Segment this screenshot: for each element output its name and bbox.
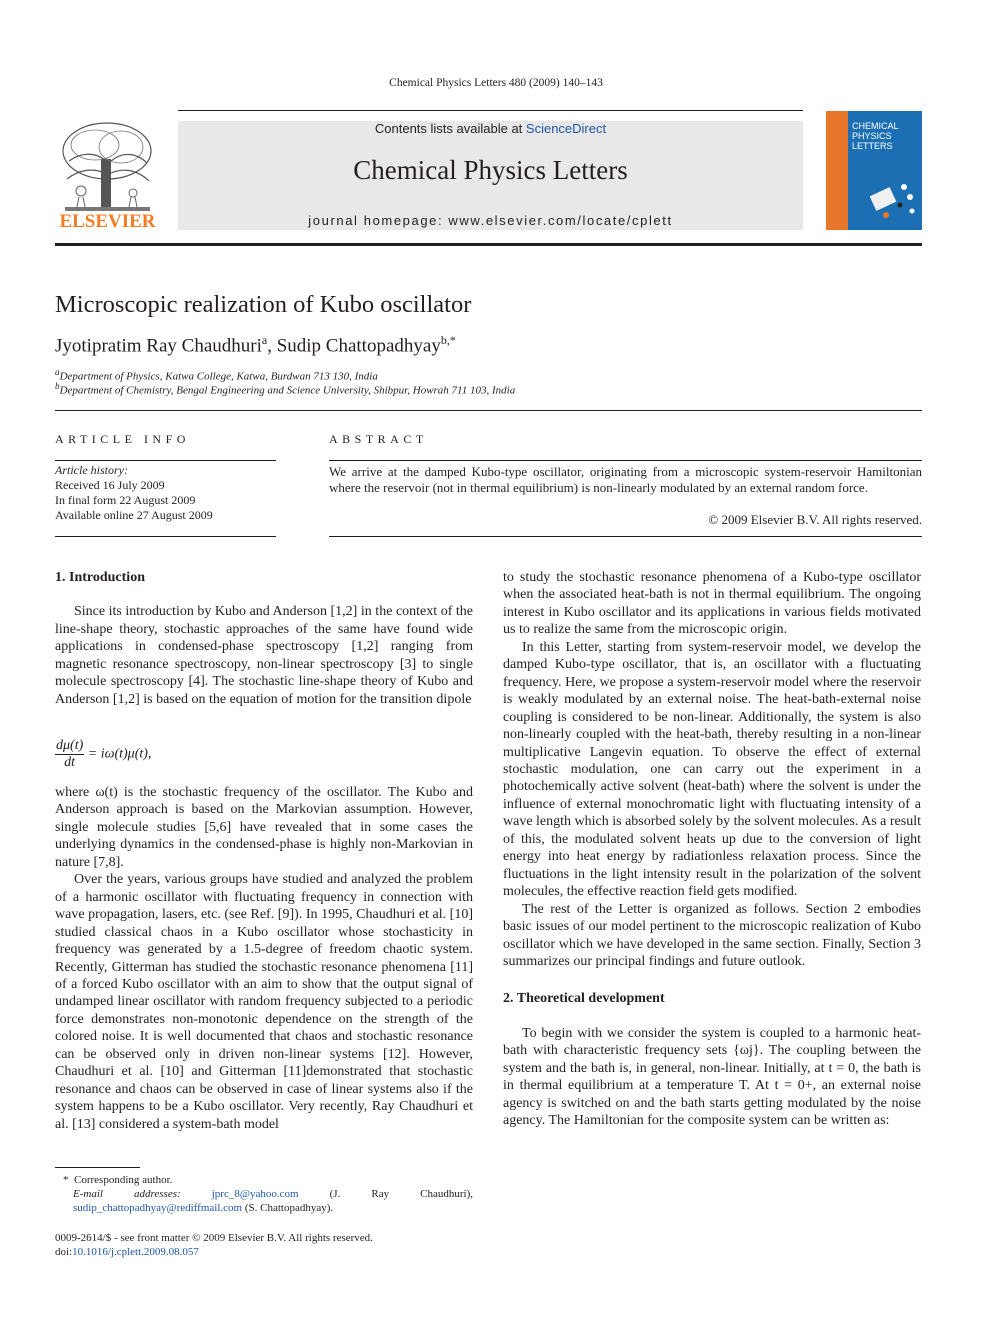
- email-owner: (S. Chattopadhyay).: [244, 1202, 334, 1214]
- online-date: Available online 27 August 2009: [55, 508, 213, 522]
- footnote-mark: *: [63, 1174, 69, 1186]
- divider: [329, 460, 922, 461]
- paragraph: where ω(t) is the stochastic frequency of the oscillator. The Kubo and Anderson approach is based on the Markovian assumption. However, single molecule studies [5,6] have revealed that in some cases the underlying dynamics in the condensed-phase is highly non-Markovian in nature [7,8].: [55, 785, 473, 870]
- paragraph: Since its introduction by Kubo and Anderson [1,2] in the context of the line-shape theory, stochastic approaches of the same have found wide applications in condensed-phase spectroscopy [1,2] ranging from magnetic resonance spectroscopy, non-linear spectroscopy [3] to single molecule spectroscopy [4]. The stochastic line-shape theory of Kubo and Anderson [1,2] is based on the equation of motion for the transition dipole: [55, 604, 473, 707]
- molecule-icon: [866, 173, 920, 227]
- divider: [55, 536, 276, 537]
- sciencedirect-link[interactable]: ScienceDirect: [525, 121, 607, 136]
- divider: [55, 410, 922, 411]
- abstract-text: We arrive at the damped Kubo-type oscillator, originating from a microscopic system-reservoir Hamiltonian where the reservoir (not in thermal equilibrium) is non-linearly modulated by an external random force.: [329, 464, 922, 495]
- affiliation-text: Department of Physics, Katwa College, Katwa, Burdwan 713 130, India: [59, 370, 378, 383]
- affiliation-mark: b: [55, 381, 60, 391]
- affiliation-mark: a: [55, 367, 60, 377]
- author-name: Jyotipratim Ray Chaudhuri: [55, 335, 262, 357]
- email-link[interactable]: sudip_chattopadhyay@rediffmail.com: [73, 1202, 243, 1214]
- contents-line: [178, 121, 803, 136]
- paragraph: The rest of the Letter is organized as follows. Section 2 embodies basic issues of our model pertinent to the microscopic realization of Kubo oscillator which we have developed in the same section. Finally, Section 3 summarizes our principal findings and future outlook.: [503, 901, 921, 969]
- author-separator: ,: [267, 335, 277, 357]
- footnote: [55, 1173, 473, 1215]
- journal-homepage[interactable]: journal homepage: www.elsevier.com/locate/cplett: [308, 213, 673, 228]
- journal-name: Chemical Physics Letters: [353, 155, 628, 185]
- affiliation-mark: a: [261, 333, 268, 347]
- article-title: Microscopic realization of Kubo oscillator: [55, 291, 472, 318]
- footnote-emails: [55, 1187, 473, 1215]
- publisher-name: ELSEVIER: [59, 211, 156, 232]
- section-heading: 2. Theoretical development: [503, 991, 665, 1007]
- abstract-copyright: © 2009 Elsevier B.V. All rights reserved.: [708, 512, 922, 527]
- doi-label: doi:: [55, 1246, 73, 1258]
- doi-line: [55, 1245, 199, 1259]
- paragraph: In this Letter, starting from system-reservoir model, we develop the damped Kubo-type oscillator, that is, an oscillator with a fluctuating frequency. Here, we propose a system-reservoir model where the reservoir is weakly modulated by an external noise. The heat-bath-external noise coupling is considered to be non-linear. Additionally, the system is also non-linearly coupled with the heat-bath, thereby resulting in a non-linear multiplicative Langevin equation. To observe the effect of external stochastic modulation, one can carry out the experiment in a photochemically active solvent (heat-bath) where the solvent is under the influence of external monochromatic light with fluctuating intensity of a wave length which is absorbed solely by the solvent molecules. As a result of this, the modulated solvent heats up due to the conversion of light energy into heat energy by radiationless relaxation process. Since the fluctuations in the light intensity result in the polarization of the solvent molecules, the effective reaction field gets modified.: [503, 639, 921, 900]
- journal-citation: Chemical Physics Letters 480 (2009) 140–143: [389, 77, 603, 89]
- article-info-heading: ARTICLE INFO: [55, 432, 190, 446]
- affiliation-mark: b,*: [440, 333, 456, 347]
- email-owner: (J. Ray Chaudhuri),: [329, 1188, 474, 1200]
- email-label: E-mail addresses:: [73, 1188, 181, 1200]
- header-rule-top: [178, 110, 803, 111]
- cover-title: [852, 121, 899, 151]
- footnote-corresponding: [55, 1173, 473, 1187]
- paragraph: To begin with we consider the system is coupled to a harmonic heat-bath with characteristic frequency sets {ωj}. The coupling between the system and the bath is, in general, non-linear. Initially, at t = 0, the bath is in thermal equilibrium at a temperature T. At t = 0+, an external noise agency is switched on and the bath starts getting modulated by the noise agency. The Hamiltonian for the composite system can be written as:: [503, 1025, 921, 1129]
- paragraph: Over the years, various groups have studied and analyzed the problem of a harmonic oscillator with fluctuating frequency in connection with wave propagation, lasers, etc. (see Ref. [9]). In 1995, Chaudhuri et al. [10] studied classical chaos in a Kubo oscillator whose stochasticity in frequency was generated by a 1.5-degree of freedom chaotic system. Recently, Gitterman has studied the stochastic resonance phenomena [11] of a forced Kubo oscillator with an aim to show that the output signal of undamped linear oscillator with random frequency subjected to a periodic force demonstrates non-monotonic dependence on the strength of the colored noise. It is well documented that chaos and stochastic resonance can be observed only in driven non-linear systems [12]. However, Chaudhuri et al. [10] and Gitterman [11]demonstrated that stochastic resonance and chaos can be observed in case of linear systems also if the system happens to be a Kubo oscillator. Very recently, Ray Chaudhuri et al. [13] considered a system-bath model: [55, 872, 473, 1132]
- journal-cover: [826, 111, 922, 230]
- left-column: [55, 569, 473, 708]
- right-column: [503, 569, 921, 1130]
- abstract-heading: ABSTRACT: [329, 432, 428, 446]
- equation: [55, 738, 151, 771]
- divider: [329, 536, 922, 537]
- final-form-date: In final form 22 August 2009: [55, 493, 196, 507]
- article-history: [55, 463, 213, 523]
- affiliation-text: Department of Chemistry, Bengal Engineering and Science University, Shibpur, Howrah 711 103, India: [59, 384, 516, 397]
- author-list: [55, 333, 456, 357]
- section-heading: 1. Introduction: [55, 570, 145, 585]
- email-link[interactable]: jprc_8@yahoo.com: [211, 1188, 299, 1200]
- header-rule-thick: [55, 243, 922, 246]
- equation-numerator: dμ(t): [56, 738, 84, 753]
- journal-banner: [178, 121, 803, 230]
- history-label: Article history:: [55, 463, 128, 477]
- equation-denominator: dt: [64, 755, 76, 770]
- cover-title-line: PHYSICS: [852, 131, 892, 141]
- contents-prefix: Contents lists available at: [374, 121, 526, 136]
- received-date: Received 16 July 2009: [55, 478, 165, 492]
- elsevier-tree-icon: [55, 121, 160, 213]
- author-name: Sudip Chattopadhyay: [276, 335, 441, 357]
- paragraph: to study the stochastic resonance phenomena of a Kubo-type oscillator when the associated heat-bath is not in thermal equilibrium. The ongoing interest in Kubo oscillator and its applications in various fields motivated us to realize the same from the microscopic origin.: [503, 570, 921, 638]
- equation-fraction: [55, 738, 84, 771]
- footnote-rule: [55, 1167, 140, 1168]
- left-column-cont: [55, 784, 473, 1133]
- cover-stripe: [826, 111, 848, 230]
- footnote-text: Corresponding author.: [74, 1174, 173, 1186]
- affiliation-b: [55, 381, 515, 397]
- equation-rhs: = iω(t)μ(t),: [87, 746, 152, 762]
- cover-title-line: CHEMICAL: [852, 121, 899, 131]
- divider: [55, 460, 276, 461]
- elsevier-logo: [55, 121, 160, 231]
- doi-link[interactable]: 10.1016/j.cplett.2009.08.057: [72, 1246, 199, 1258]
- cover-title-line: LETTERS: [852, 141, 893, 151]
- issn-line: 0009-2614/$ - see front matter © 2009 Elsevier B.V. All rights reserved.: [55, 1232, 373, 1244]
